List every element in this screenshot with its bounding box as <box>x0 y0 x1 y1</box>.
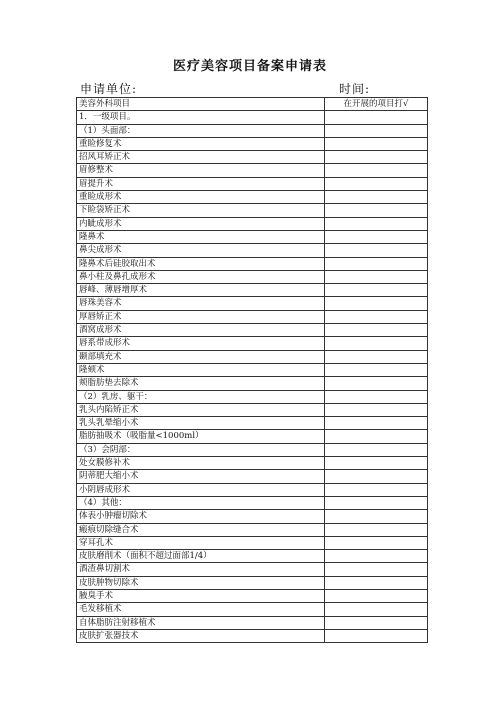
project-name-cell: 招风耳矫正术 <box>77 151 325 164</box>
project-name-cell: 脂肪抽吸术（吸脂量<1000ml） <box>77 430 325 443</box>
check-cell[interactable] <box>325 377 428 390</box>
check-cell[interactable] <box>325 324 428 337</box>
check-cell[interactable] <box>325 403 428 416</box>
project-name-cell: 皮肤磨削术（面积不超过面部1/4） <box>77 550 325 563</box>
table-row <box>77 390 428 403</box>
table-row <box>77 324 428 337</box>
table-row <box>77 616 428 629</box>
document-title: 医疗美容项目备案申请表 <box>172 59 327 74</box>
check-cell[interactable] <box>325 124 428 137</box>
project-name-cell: 处女膜修补术 <box>77 457 325 470</box>
check-cell[interactable] <box>325 230 428 243</box>
table-row <box>77 603 428 616</box>
check-cell[interactable] <box>325 217 428 230</box>
project-name-cell: 酒渣鼻切割术 <box>77 563 325 576</box>
project-name-cell: 厚唇矫正术 <box>77 310 325 323</box>
check-cell[interactable] <box>325 576 428 589</box>
table-row <box>77 417 428 430</box>
table-row <box>77 403 428 416</box>
table-row <box>77 191 428 204</box>
project-name-cell: 下睑袋矫正术 <box>77 204 325 217</box>
project-name-cell: 乳头乳晕缩小术 <box>77 417 325 430</box>
check-cell[interactable] <box>325 603 428 616</box>
check-cell[interactable] <box>325 363 428 376</box>
check-cell[interactable] <box>325 390 428 403</box>
project-name-cell: （3）会阴部： <box>77 443 325 456</box>
check-cell[interactable] <box>325 137 428 150</box>
check-cell[interactable] <box>325 297 428 310</box>
project-name-cell: 体表小肿瘤切除术 <box>77 510 325 523</box>
check-cell[interactable] <box>325 257 428 270</box>
check-cell[interactable] <box>325 616 428 629</box>
table-row <box>77 204 428 217</box>
check-cell[interactable] <box>325 204 428 217</box>
check-cell[interactable] <box>325 483 428 496</box>
table-header-row <box>77 98 428 111</box>
project-table <box>76 97 428 643</box>
project-name-cell: 瘢痕切除缝合术 <box>77 523 325 536</box>
table-row <box>77 151 428 164</box>
project-name-cell: 乳头内陷矫正术 <box>77 403 325 416</box>
check-cell[interactable] <box>325 470 428 483</box>
header-project: 美容外科项目 <box>77 98 325 111</box>
table-row <box>77 470 428 483</box>
check-cell[interactable] <box>325 151 428 164</box>
project-name-cell: 毛发移植术 <box>77 603 325 616</box>
table-row <box>77 111 428 124</box>
table-row <box>77 576 428 589</box>
project-name-cell: 1．一级项目。 <box>77 111 325 124</box>
check-cell[interactable] <box>325 510 428 523</box>
table-row <box>77 217 428 230</box>
header-check: 在开展的项目打√ <box>325 98 428 111</box>
project-name-cell: （4）其他： <box>77 496 325 509</box>
project-name-cell: 唇峰、薄唇增厚术 <box>77 284 325 297</box>
check-cell[interactable] <box>325 177 428 190</box>
project-name-cell: （1）头面部： <box>77 124 325 137</box>
table-row <box>77 496 428 509</box>
project-name-cell: 颊脂肪垫去除术 <box>77 377 325 390</box>
project-name-cell: 皮肤肿物切除术 <box>77 576 325 589</box>
project-name-cell: 重睑修复术 <box>77 137 325 150</box>
check-cell[interactable] <box>325 629 428 642</box>
project-name-cell: 隆颏术 <box>77 363 325 376</box>
check-cell[interactable] <box>325 443 428 456</box>
applicant-label: 申请单位: <box>80 82 138 96</box>
check-cell[interactable] <box>325 536 428 549</box>
check-cell[interactable] <box>325 589 428 602</box>
check-cell[interactable] <box>325 284 428 297</box>
table-row <box>77 377 428 390</box>
project-name-cell: 眉提升术 <box>77 177 325 190</box>
check-cell[interactable] <box>325 550 428 563</box>
check-cell[interactable] <box>325 310 428 323</box>
table-row <box>77 363 428 376</box>
check-cell[interactable] <box>325 523 428 536</box>
check-cell[interactable] <box>325 457 428 470</box>
project-name-cell: 眉修整术 <box>77 164 325 177</box>
table-row <box>77 297 428 310</box>
check-cell[interactable] <box>325 270 428 283</box>
table-row <box>77 589 428 602</box>
check-cell[interactable] <box>325 337 428 350</box>
project-name-cell: 鼻小柱及鼻孔成形术 <box>77 270 325 283</box>
project-name-cell: 内眦成形术 <box>77 217 325 230</box>
project-name-cell: 皮肤扩张器技术 <box>77 629 325 642</box>
project-name-cell: 腋臭手术 <box>77 589 325 602</box>
project-name-cell: 酒窝成形术 <box>77 324 325 337</box>
table-row <box>77 483 428 496</box>
project-name-cell: 唇珠美容术 <box>77 297 325 310</box>
table-row <box>77 510 428 523</box>
check-cell[interactable] <box>325 496 428 509</box>
table-row <box>77 244 428 257</box>
project-name-cell: 鼻尖成形术 <box>77 244 325 257</box>
table-row <box>77 137 428 150</box>
table-row <box>77 443 428 456</box>
project-name-cell: 重睑成形术 <box>77 191 325 204</box>
check-cell[interactable] <box>325 350 428 363</box>
project-name-cell: 颞部填充术 <box>77 350 325 363</box>
project-name-cell: 自体脂肪注射移植术 <box>77 616 325 629</box>
project-name-cell: 隆鼻术 <box>77 230 325 243</box>
table-row <box>77 164 428 177</box>
table-row <box>77 536 428 549</box>
table-row <box>77 350 428 363</box>
table-row <box>77 550 428 563</box>
project-name-cell: 穿耳孔术 <box>77 536 325 549</box>
project-name-cell: 唇系带成形术 <box>77 337 325 350</box>
table-row <box>77 284 428 297</box>
table-row <box>77 124 428 137</box>
table-row <box>77 430 428 443</box>
check-cell[interactable] <box>325 430 428 443</box>
check-cell[interactable] <box>325 563 428 576</box>
table-row <box>77 563 428 576</box>
table-row <box>77 629 428 642</box>
table-row <box>77 337 428 350</box>
table-row <box>77 177 428 190</box>
time-label: 时间: <box>339 82 371 96</box>
check-cell[interactable] <box>325 244 428 257</box>
table-row <box>77 270 428 283</box>
check-cell[interactable] <box>325 164 428 177</box>
check-cell[interactable] <box>325 191 428 204</box>
project-name-cell: 隆鼻术后硅胶取出术 <box>77 257 325 270</box>
table-row <box>77 310 428 323</box>
check-cell[interactable] <box>325 111 428 124</box>
check-cell[interactable] <box>325 417 428 430</box>
project-name-cell: （2）乳房、躯干： <box>77 390 325 403</box>
table-row <box>77 457 428 470</box>
table-row <box>77 523 428 536</box>
project-name-cell: 阴蒂肥大缩小术 <box>77 470 325 483</box>
table-row <box>77 257 428 270</box>
project-name-cell: 小阴唇成形术 <box>77 483 325 496</box>
table-row <box>77 230 428 243</box>
